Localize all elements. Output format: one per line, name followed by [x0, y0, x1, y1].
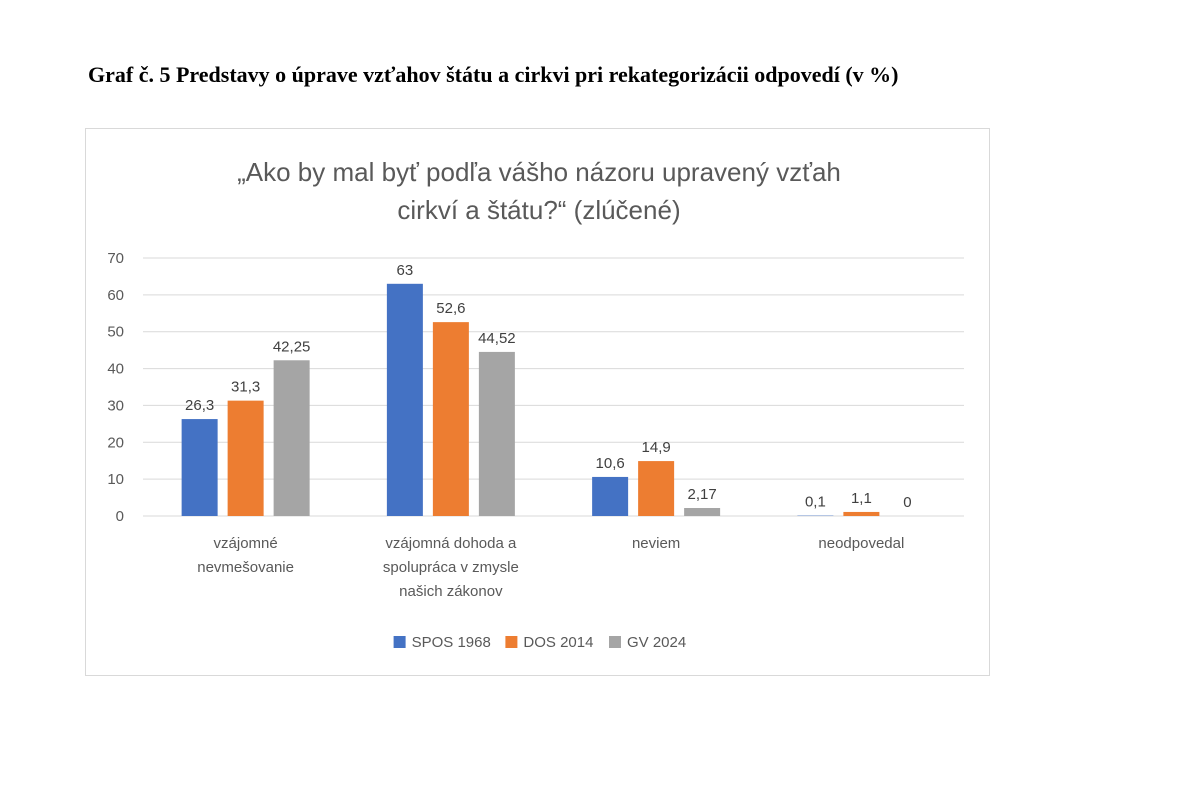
data-label: 1,1 — [850, 489, 872, 507]
chart-title-line: cirkví a štátu?“ (zlúčené) — [397, 195, 681, 225]
data-label: 14,9 — [641, 439, 671, 457]
legend-label: GV 2024 — [627, 634, 687, 651]
bar — [433, 322, 469, 516]
legend-label: SPOS 1968 — [411, 634, 491, 651]
data-label: 0 — [903, 494, 912, 511]
category-label: nevmešovanie — [197, 559, 294, 576]
bar — [592, 477, 628, 516]
category-label: vzájomná dohoda a — [385, 535, 517, 552]
y-tick-label: 30 — [107, 397, 124, 415]
data-label: 63 — [396, 261, 414, 279]
category-label: neodpovedal — [818, 535, 905, 552]
data-label: 26,3 — [185, 397, 215, 415]
chart-frame — [85, 128, 990, 676]
category-label: neviem — [631, 535, 681, 552]
y-tick-label: 0 — [115, 508, 124, 525]
y-tick-label: 70 — [107, 250, 124, 267]
y-tick-label: 50 — [107, 323, 124, 341]
y-tick-label: 20 — [107, 434, 124, 452]
document-heading: Graf č. 5 Predstavy o úprave vzťahov štátu a cirkvi pri rekategorizácii odpovedí (v %) — [88, 62, 899, 87]
data-label: 52,6 — [436, 300, 466, 318]
y-tick-label: 10 — [107, 471, 124, 489]
legend-label: DOS 2014 — [523, 634, 594, 651]
legend-swatch — [609, 636, 621, 648]
data-label: 42,25 — [272, 338, 311, 356]
bar — [228, 401, 264, 516]
data-label: 10,6 — [595, 454, 625, 472]
category-label: našich zákonov — [399, 583, 503, 600]
y-tick-label: 60 — [107, 286, 124, 304]
bar — [387, 284, 423, 516]
chart-title-line: „Ako by mal byť podľa vášho názoru upravený vzťah — [237, 157, 841, 187]
category-label: vzájomné — [213, 535, 278, 552]
bar — [274, 360, 310, 516]
data-label: 0,1 — [804, 493, 826, 511]
data-label: 2,17 — [687, 486, 717, 504]
data-label: 44,52 — [478, 329, 516, 347]
bar — [479, 352, 515, 516]
bar — [843, 512, 879, 516]
category-label: spolupráca v zmysle — [382, 559, 519, 576]
y-tick-label: 40 — [107, 360, 124, 378]
data-label: 31,3 — [231, 378, 261, 396]
chart-canvas — [86, 129, 991, 677]
legend-swatch — [505, 636, 517, 648]
bar — [684, 508, 720, 516]
legend-swatch — [394, 636, 406, 648]
bar — [182, 419, 218, 516]
bar — [638, 461, 674, 516]
